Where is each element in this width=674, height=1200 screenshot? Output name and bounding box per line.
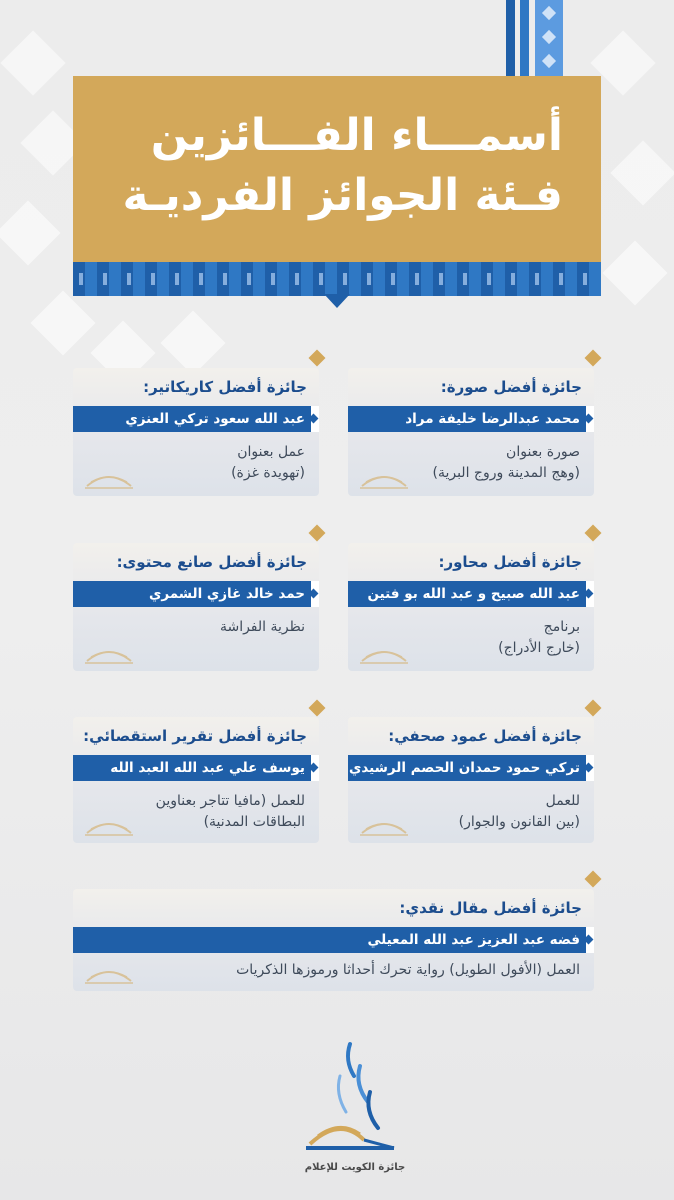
title-line-1: أسمـــاء الفـــائزين <box>150 110 563 161</box>
award-card-best-investigative-report <box>73 717 319 843</box>
award-title: جائزة أفضل تقرير استقصائي: <box>83 727 307 745</box>
award-title: جائزة أفضل كاريكاتير: <box>143 378 307 396</box>
award-title: جائزة أفضل محاور: <box>438 553 582 571</box>
winner-name-bar <box>73 755 319 781</box>
award-description: عمل بعنوان (تهويدة غزة) <box>231 444 305 481</box>
logo-text: جائزة الكويت للإعلام <box>304 1162 406 1173</box>
winner-name-bar <box>348 581 594 607</box>
winner-name-bar <box>348 406 594 432</box>
winner-name: يوسف علي عبد الله العبد الله <box>110 760 305 776</box>
title-line-2: فـئة الجوائز الفرديـة <box>122 170 563 221</box>
winner-name: محمد عبدالرضا خليفة مراد <box>405 411 580 427</box>
award-card-best-caricature <box>73 368 319 496</box>
winner-name: حمد خالد غازي الشمري <box>148 586 305 602</box>
award-emblem-icon <box>300 1036 410 1160</box>
winner-name: تركي حمود حمدان الحصم الرشيدي <box>348 760 580 776</box>
winner-name-bar <box>73 406 319 432</box>
book-logo-icon <box>358 811 410 837</box>
page-title <box>73 106 563 226</box>
top-decorative-bars <box>506 0 566 76</box>
book-logo-icon <box>83 811 135 837</box>
winner-name-bar <box>73 581 319 607</box>
winner-name-bar <box>73 927 594 953</box>
award-card-best-interviewer <box>348 543 594 671</box>
book-logo-icon <box>83 639 135 665</box>
book-logo-icon <box>358 464 410 490</box>
winner-name: فضه عبد العزيز عبد الله المعيلي <box>367 932 580 948</box>
award-title: جائزة أفضل عمود صحفي: <box>388 727 582 745</box>
book-logo-icon <box>358 639 410 665</box>
award-description: للعمل (بين القانون والجوار) <box>458 793 580 830</box>
header-stripe-band <box>73 262 601 296</box>
award-description: صورة بعنوان (وهج المدينة وروج البرية) <box>432 444 580 481</box>
winner-name: عبد الله سعود تركي العنزي <box>125 411 305 427</box>
award-card-best-critical-article <box>73 889 594 991</box>
award-title: جائزة أفضل مقال نقدي: <box>399 899 582 917</box>
award-description: برنامج (خارج الأدراج) <box>498 619 580 656</box>
award-title: جائزة أفضل صانع محتوى: <box>116 553 307 571</box>
award-card-best-column <box>348 717 594 843</box>
winner-name-bar <box>348 755 594 781</box>
kuwait-media-award-logo <box>300 1036 410 1186</box>
award-title: جائزة أفضل صورة: <box>440 378 582 396</box>
award-description: للعمل (مافيا تتاجر بعناوين البطاقات المدنية) <box>155 793 305 830</box>
header-pointer <box>324 294 350 308</box>
winner-name: عبد الله صبيح و عبد الله بو فتين <box>367 586 580 602</box>
book-logo-icon <box>83 464 135 490</box>
award-description: العمل (الأفول الطويل) رواية تحرك أحداثا ورموزها الذكريات <box>236 962 580 978</box>
award-description: نظرية الفراشة <box>219 619 305 635</box>
book-logo-icon <box>83 959 135 985</box>
award-card-best-content-creator <box>73 543 319 671</box>
award-card-best-photo <box>348 368 594 496</box>
